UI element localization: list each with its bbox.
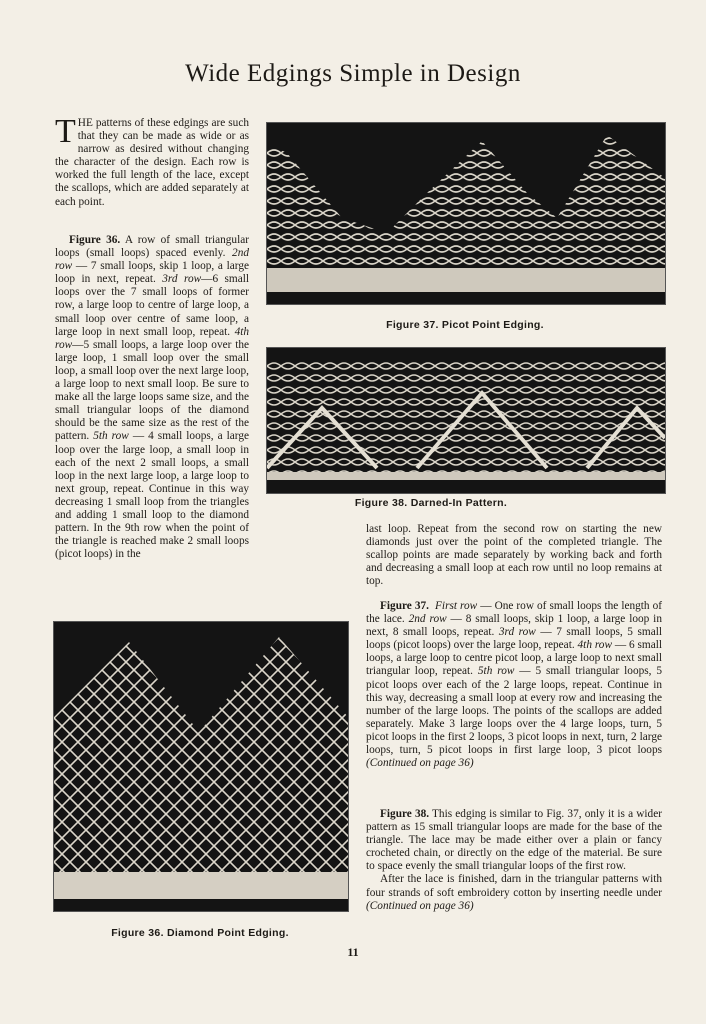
fig38-paragraph xyxy=(366,808,662,913)
fig37-paragraph xyxy=(366,600,662,770)
right-column-continued xyxy=(366,523,662,588)
fig36-label: Figure 36. xyxy=(69,234,121,246)
fig36-row5: 5th row xyxy=(93,430,129,443)
figure-37-photo xyxy=(266,122,666,305)
fig36-row4: 4th row xyxy=(55,325,249,351)
fig38-text-1: This edging is similar to Fig. 37, only it is a wider pattern as 15 small triangular loops are made for the base of the triangle. The lace may be made either over a plain or fancy crocheted chain, or directly on the edge of the material. Be sure to space evenly the small triangular loops of the first row. xyxy=(366,808,662,873)
fig37-row3: 3rd row xyxy=(498,626,536,639)
figure-36-photo xyxy=(53,621,349,912)
fig37-text-2: — 8 small loops, skip 1 loop, a large loop in next, 8 small loops, repeat. xyxy=(366,613,662,639)
fig37-row4: 4th row xyxy=(577,639,612,652)
fig38-continued: (Continued on page 36) xyxy=(366,899,474,912)
figure-37-caption: Figure 37. Picot Point Edging. xyxy=(386,319,544,331)
figure-38-photo xyxy=(266,347,666,494)
fig37-label: Figure 37. xyxy=(380,600,429,612)
intro-paragraph xyxy=(55,113,249,209)
intro-text: HE patterns of these edgings are such that they can be made as wide or as narrow as desired without changing the character of the design. Each row is worked the full length of the lace, except the scallops, which are added separately at each point. xyxy=(55,117,249,208)
fig37-text-4: — 6 small loops, a large loop to centre picot loop, a large loop to next small triangular loop, repeat. xyxy=(366,639,662,678)
fig37-row1: First row xyxy=(435,600,478,612)
fig36-row2: 2nd row xyxy=(55,247,249,273)
fig36-text-2: — 7 small loops, skip 1 loop, a large loop in next, repeat. xyxy=(55,260,249,286)
fig36-paragraph xyxy=(55,234,249,561)
continued-paragraph: last loop. Repeat from the second row on starting the new diamonds just over the point of the completed triangle. The scallop points are made separately by working back and forth and decreasing a small loop at each row until no loop remains at top. xyxy=(366,523,662,588)
figure-38-caption: Figure 38. Darned-In Pattern. xyxy=(354,497,508,509)
fig36-text-5: — 4 small loops, a large loop over the large loop, a small loop in each of the next 2 small loops, a small loop in the next large loop, a large loop to next group, repeat. Continue in this way decreasing 1 small loop from the triangles and adding 1 small loop to the diamond pattern. In the 9th row when the point of the triangle is reached make 2 small loops (picot loops) in the xyxy=(55,430,249,561)
page-title: Wide Edgings Simple in Design xyxy=(185,60,521,87)
fig37-text-1: — One row of small loops the length of the lace. xyxy=(366,600,662,626)
fig37-row5: 5th row xyxy=(477,665,515,678)
fig37-continued: (Continued on page 36) xyxy=(366,757,474,770)
fig38-label: Figure 38. xyxy=(380,808,430,820)
fig37-text-3: — 7 small loops, 5 small loops (picot loops) over the large loop, repeat. xyxy=(366,626,662,652)
fig38-text-2: After the lace is finished, darn in the triangular patterns with four strands of soft embroidery cotton by inserting needle under xyxy=(366,873,662,899)
fig37-row2: 2nd row xyxy=(408,613,447,626)
fig36-text-1: A row of small triangular loops (small loops) spaced evenly. xyxy=(55,234,249,260)
fig36-row3: 3rd row xyxy=(162,273,202,286)
left-column xyxy=(55,113,249,209)
figure-36-caption: Figure 36. Diamond Point Edging. xyxy=(111,927,289,939)
drop-cap: T xyxy=(55,113,76,150)
page-number: 11 xyxy=(347,945,359,959)
fig36-text-4: —5 small loops, a large loop over the large loop, 1 small loop over the small loop, a small loop over the next large loop, a large loop to next small loop. Be sure to make all the large loops same size, and the small triangular loops of the diamond should be the same size as the rest of the pattern. xyxy=(55,338,249,443)
fig36-text-3: —6 small loops over the 7 small loops of former row, a large loop to centre of large loop, a small loop over centre of same loop, a large loop in next small loop, repeat. xyxy=(55,273,250,338)
fig37-text-5: — 5 small triangular loops, 5 picot loops over each of the 2 large loops, repeat. Continue in this way, decreasing a small loop at every row and increasing the number of the large loops. The points of the scallops are added separately. Make 3 large loops over the 4 large loops, turn, 5 picot loops in the first 2 loops, 3 picot loops in next, turn, 2 large loops, turn, 5 picot loops in first large loop, 3 picot loops xyxy=(366,665,662,757)
